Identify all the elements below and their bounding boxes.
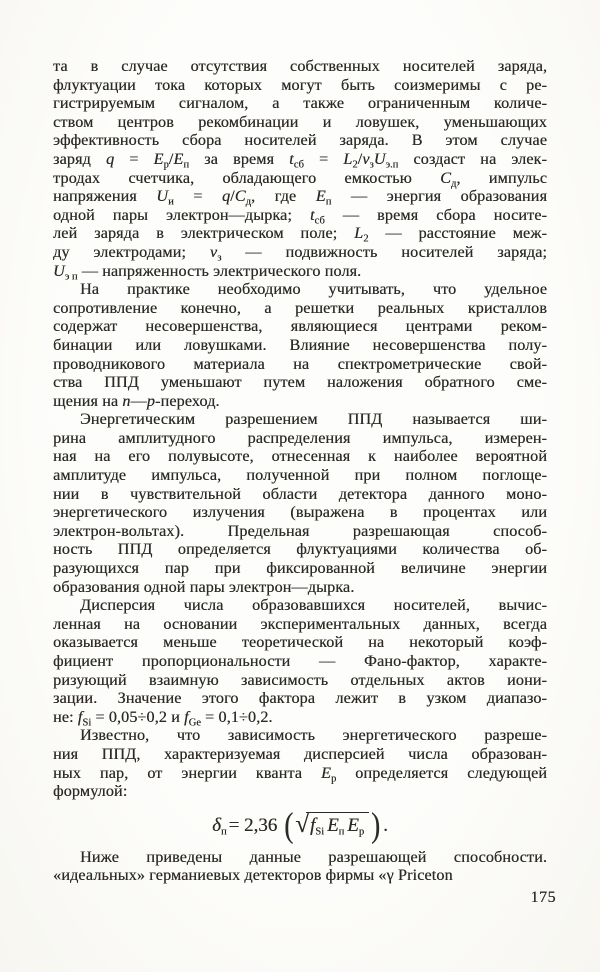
text-line: флуктуации тока которых могут быть соизмеримы с ре- [53, 75, 547, 94]
text-line: формулой: [53, 782, 128, 801]
text-line: «идеальных» германиевых детекторов фирмы «γ Priceton [53, 866, 453, 885]
radical-sign: √ [295, 810, 310, 838]
text-line: содержат несовершенства, являющиеся центрами реком- [53, 317, 547, 336]
formula-term-fano: $f_{Si}$ [310, 814, 325, 838]
text-line: зации. Значение этого фактора лежит в узком диапазо- [53, 689, 547, 708]
paragraph [53, 848, 547, 885]
text-line: заряд $q = E_р/E_п$ за время $t_{сб} = L_2/v_зU_{э.п}$ создаст на элек- [53, 149, 547, 171]
text-line: Ниже приведены данные разрешающей способности. [80, 847, 547, 866]
formula [53, 805, 547, 845]
text-line: эффективность сбора носителей заряда. В этом случае [53, 131, 547, 150]
page-number: 175 [530, 889, 556, 906]
paragraph [53, 57, 548, 283]
paragraph [53, 410, 547, 596]
text-line: Энергетическим разрешением ППД называется ши- [80, 410, 547, 429]
paragraph [53, 280, 547, 410]
text-line: ством центров рекомбинации и ловушек, уменьшающих [53, 112, 547, 131]
text-line: тродах счетчика, обладающего емкостью $C_д$, импульс [53, 168, 548, 190]
formula-lhs: $\delta_п$ [212, 814, 227, 838]
text-line: проводникового материала на спектрометрические свой- [53, 354, 547, 373]
text-line: образования одной пары электрон—дырка. [53, 577, 355, 596]
formula-coefficient: = 2,36 [228, 814, 278, 836]
text-line: $U_{э п}$ — напряженность электрического поля. [53, 261, 362, 283]
text-line: ность ППД определяется флуктуациями количества об- [53, 540, 547, 559]
text-line: ду электродами; $v_з$ — подвижность носителей заряда; [53, 242, 547, 264]
text-line: электрон-вольтах). Предельная разрешающая способ- [53, 521, 547, 540]
text-line: гистрируемым сигналом, а также ограниченным количе- [53, 94, 547, 113]
text-line: та в случае отсутствия собственных носителей заряда, [53, 57, 547, 75]
text-line: фициент пропорциональности — Фано-фактор, характе- [53, 652, 547, 670]
text-line: сопротивление конечно, а решетки реальных кристаллов [53, 298, 547, 317]
text-line: ния ППД, характеризуемая дисперсией числа образован- [53, 744, 547, 763]
paragraph [53, 596, 547, 729]
formula-radicand [306, 812, 369, 839]
text-line: ная на его полувысоте, отнесенная к наиболее вероятной [53, 447, 547, 466]
formula-period: . [383, 814, 388, 836]
text-line: напряжения $U_и = q/C_д$, где $E_п$ — энергия образования [53, 187, 547, 208]
text-line: На практике необходимо учитывать, что удельное [80, 280, 547, 299]
formula-term-pair-energy: $E_п$ [327, 814, 345, 838]
paragraph [53, 726, 547, 800]
formula-term-quantum-energy: $E_р$ [347, 814, 365, 838]
text-line: бинации или ловушками. Влияние несовершенства полу- [53, 335, 547, 354]
text-line: энергетического излучения (выражена в процентах или [53, 503, 547, 522]
text-line: Известно, что зависимость энергетического разреше- [80, 726, 547, 745]
text-line: амплитуде импульса, полученной при полном поглоще- [53, 466, 547, 485]
text-line: ленная на основании экспериментальных данных, всегда [53, 614, 547, 633]
text-line: лей заряда в электрическом поле; $L_2$ — расстояние меж- [53, 224, 547, 245]
text-line: оказывается меньше теоретической на некоторый коэф- [53, 633, 547, 652]
open-paren: ( [284, 805, 294, 845]
text-line: нии в чувствительной области детектора данного моно- [53, 484, 547, 503]
text-block [53, 57, 547, 885]
text-line: рина амплитудного распределения импульса, измерен- [53, 428, 547, 447]
text-line: щения на n—p-переход. [53, 391, 220, 410]
text-line: разующихся пар при фиксированной величине энергии [53, 559, 547, 578]
text-line: ризующий взаимную зависимость отдельных актов иони- [53, 670, 547, 689]
text-line: Дисперсия числа образовавшихся носителей, вычис- [80, 596, 547, 615]
text-line: ства ППД уменьшают путем наложения обратного сме- [53, 373, 547, 392]
close-paren: ) [371, 805, 381, 845]
text-line: ных пар, от энергии кванта $E_р$ определяется следующей [53, 763, 547, 785]
text-line: не: $f_{Si} = 0,05\div 0,2$ и $f_{Ge} = 0,1\div 0,2$. [53, 707, 273, 729]
text-line: одной пары электрон—дырка; $t_{сб}$ — время сбора носите- [53, 205, 547, 227]
